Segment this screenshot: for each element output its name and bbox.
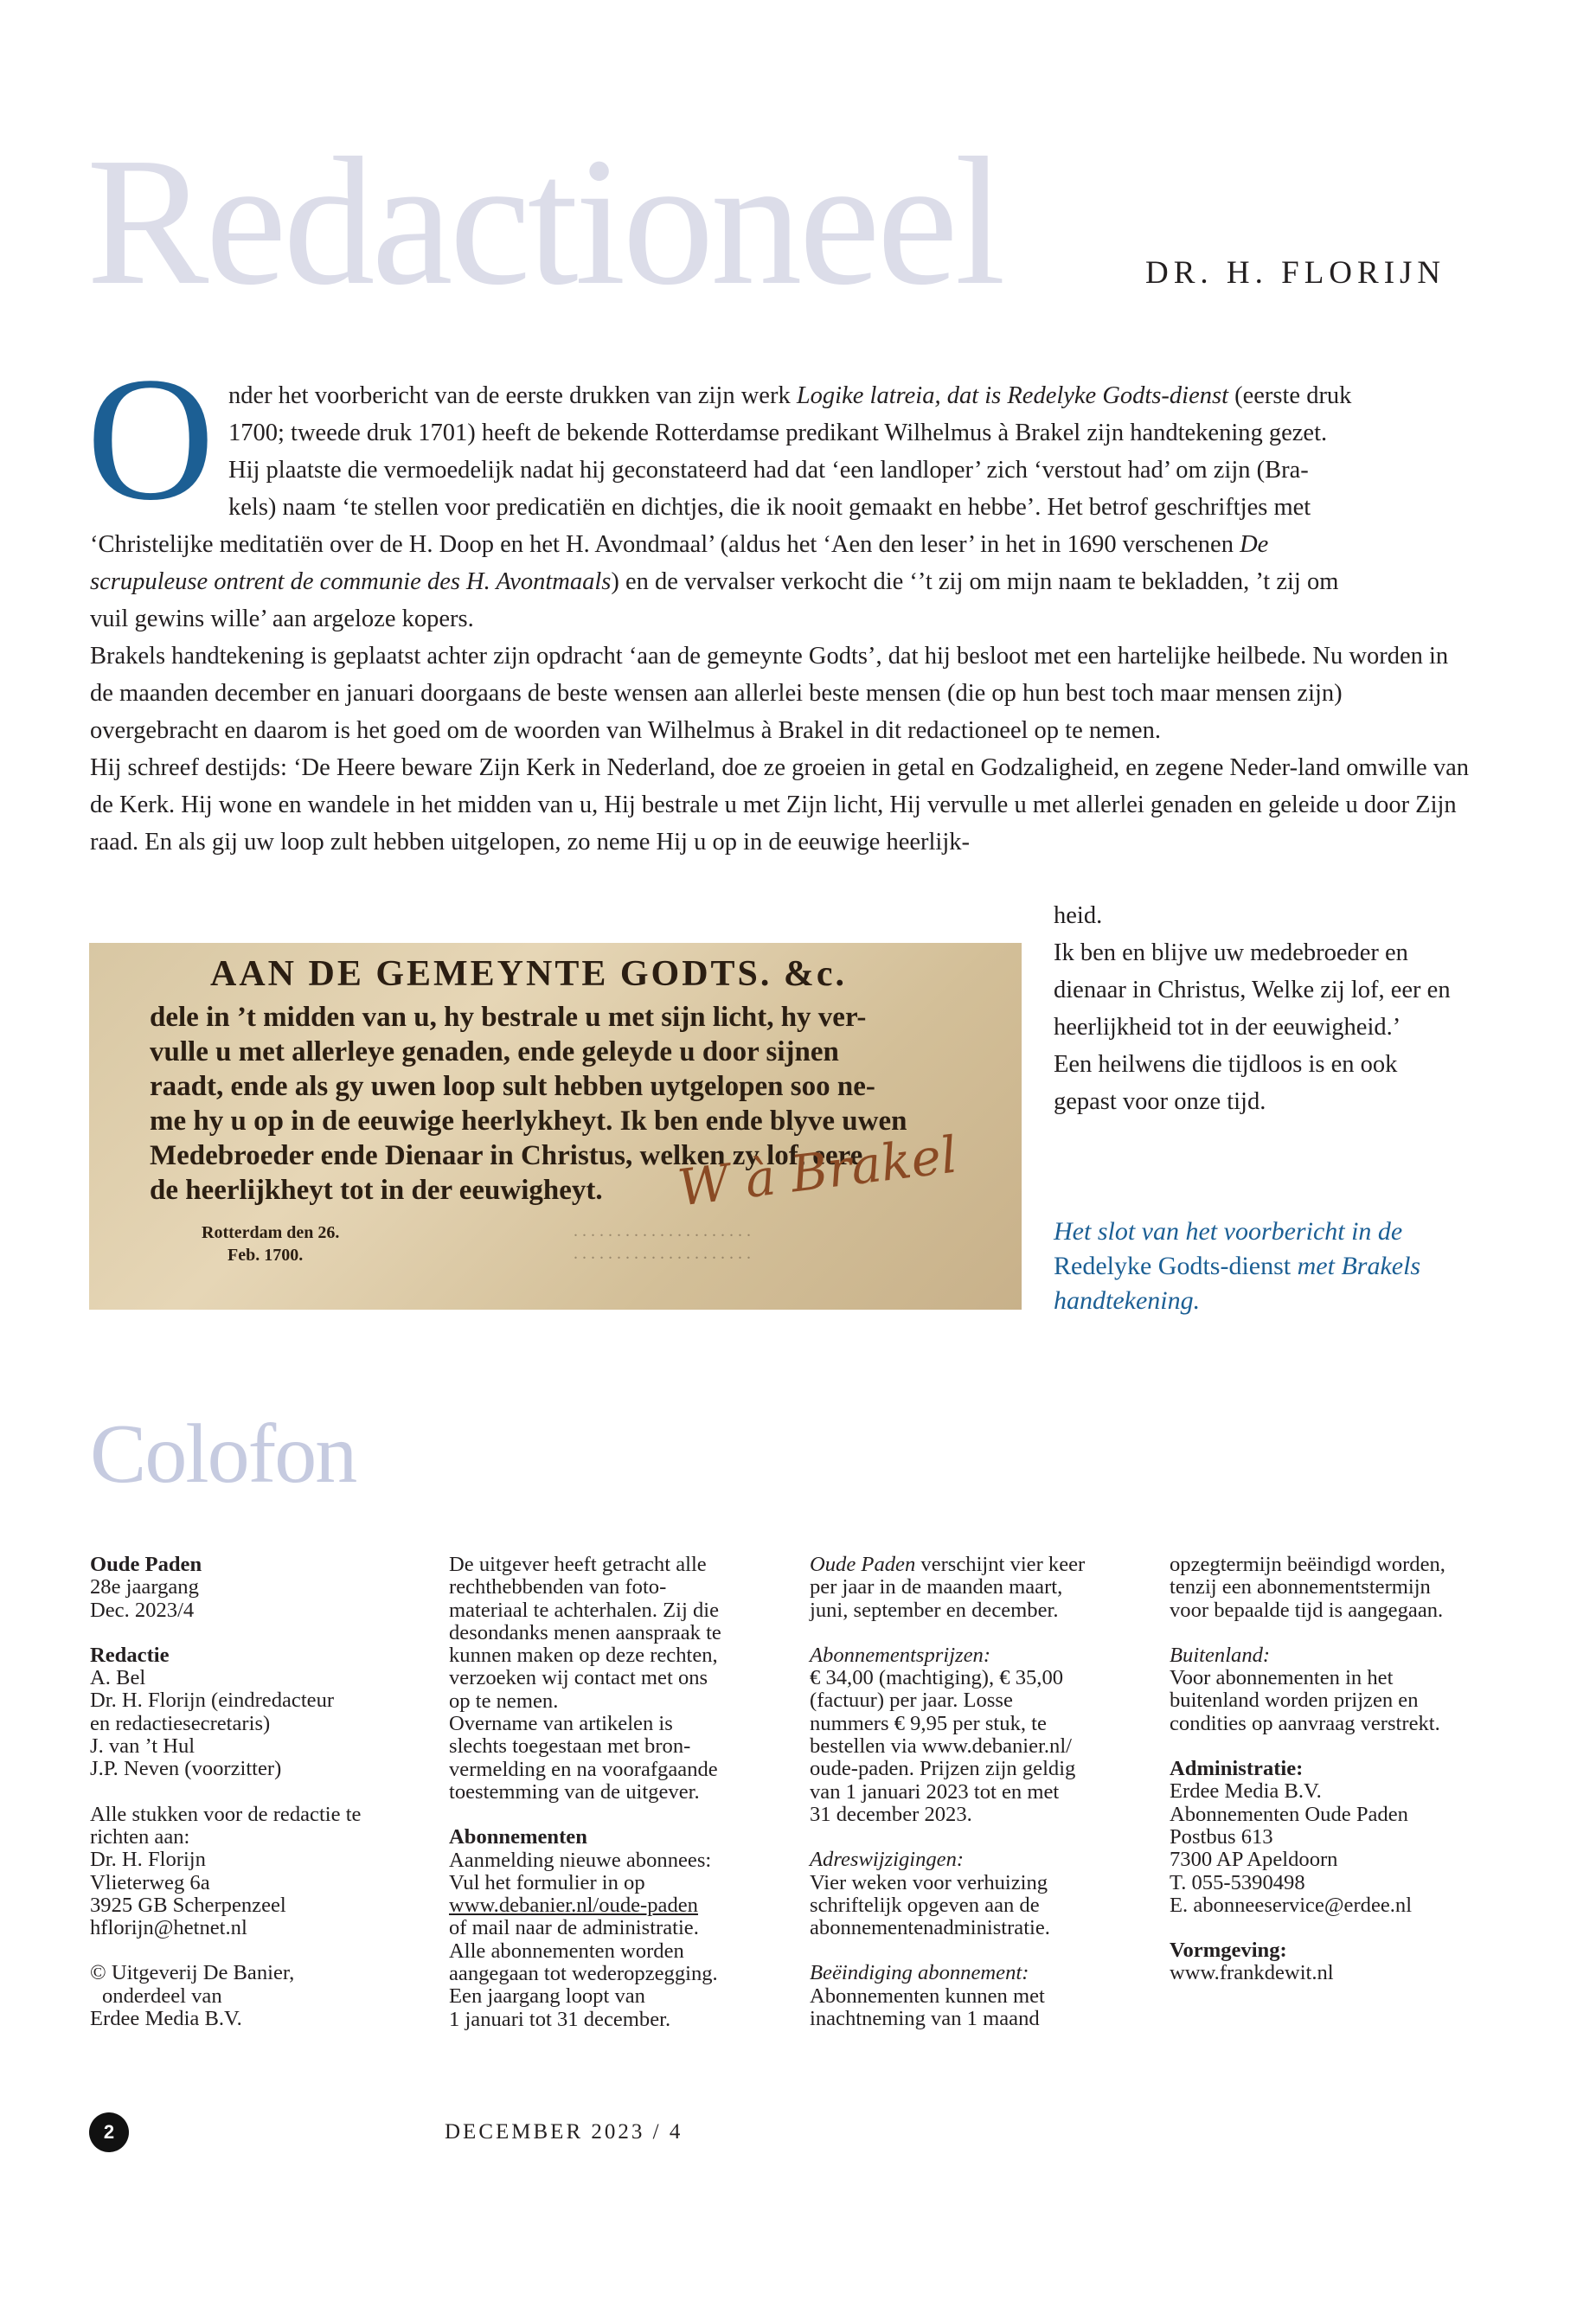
page-number: 2 xyxy=(103,2121,115,2143)
section-heading: Abonnementen xyxy=(449,1825,587,1849)
address-line: Vlieterweg 6a xyxy=(90,1870,210,1894)
text-line: voor bepaalde tijd is aangegaan. xyxy=(1170,1598,1444,1622)
designer-website: www.frankdewit.nl xyxy=(1170,1961,1334,1985)
article-ending xyxy=(1054,897,1460,1120)
text-line: buitenland worden prijzen en xyxy=(1170,1689,1419,1713)
article-body xyxy=(90,377,1476,861)
scan-heading: AAN DE GEMEYNTE GODTS. &c. xyxy=(210,954,848,994)
scan-line: dele in ’t midden van u, hy bestrale u met sijn licht, hy ver- xyxy=(150,1002,867,1033)
publication-name: Oude Paden xyxy=(810,1553,916,1576)
text-line: abonnementenadministratie. xyxy=(810,1916,1050,1940)
footer-issue: DECEMBER 2023 / 4 xyxy=(445,2120,683,2144)
text-line: schriftelijk opgeven aan de xyxy=(810,1893,1040,1917)
text-line: Alle stukken voor de redactie te xyxy=(90,1802,362,1826)
address-line: Dr. H. Florijn xyxy=(90,1848,206,1872)
subscription-link[interactable]: www.debanier.nl/oude-paden xyxy=(449,1894,698,1918)
text-line: slechts toegestaan met bron- xyxy=(449,1734,691,1759)
section-heading: Vormgeving: xyxy=(1170,1939,1287,1963)
address-line: Abonnementen Oude Paden xyxy=(1170,1802,1408,1826)
text-line: Abonnementen kunnen met xyxy=(810,1984,1045,2008)
text-line: inachtneming van 1 maand xyxy=(810,2007,1040,2031)
signature: W à Brakel xyxy=(675,1125,960,1218)
book-title: Logike latreia, dat is Redelyke Godts-dienst xyxy=(796,382,1228,409)
colofon-column-4 xyxy=(1170,1554,1516,1985)
email: hflorijn@hetnet.nl xyxy=(90,1916,247,1940)
paragraph-5: Een heilwens die tijdloos is en ook gepast voor onze tijd. xyxy=(1054,1051,1398,1115)
email: E. abonneeservice@erdee.nl xyxy=(1170,1893,1413,1917)
text-line: vuil gewins wille’ aan argeloze kopers. xyxy=(90,606,474,632)
editor: A. Bel xyxy=(90,1666,146,1690)
text-line: rechthebbenden van foto- xyxy=(449,1575,667,1599)
scan-place: Rotterdam den 26. xyxy=(202,1223,340,1242)
text-line: per jaar in de maanden maart, xyxy=(810,1575,1063,1599)
text-line: Een jaargang loopt van xyxy=(449,1984,645,2009)
scan-line: de heerlijkheyt tot in der eeuwigheyt. xyxy=(150,1175,603,1206)
publication-name: Oude Paden xyxy=(90,1553,202,1576)
paragraph-3: Hij schreef destijds: ‘De Heere beware Zijn Kerk in Nederland, doe ze groeien in getal en Godzaligheid, en zegene Neder-land omwille van de Kerk. Hij wone en wandele in het midden van u, Hij bestrale u met Zijn licht, Hij vervulle u met allerlei genaden en geleide u door Zijn raad. En als gij uw loop zult hebben uitgelopen, zo neme Hij u op in de eeuwige heerlijk- xyxy=(90,754,1469,856)
text-run: verschijnt vier keer xyxy=(915,1553,1086,1576)
text-run: ) en de vervalser verkocht die ‘’t zij om mijn naam te bekladden, ’t zij om xyxy=(611,568,1339,595)
text-line: opzegtermijn beëindigd worden, xyxy=(1170,1553,1445,1576)
text-line: Aanmelding nieuwe abonnees: xyxy=(449,1848,712,1872)
volume: 28e jaargang xyxy=(90,1575,199,1599)
text-line: toestemming van de uitgever. xyxy=(449,1779,700,1804)
text-line: van 1 januari 2023 tot en met xyxy=(810,1779,1060,1804)
text-line: Vier weken voor verhuizing xyxy=(810,1870,1048,1894)
text-line: 31 december 2023. xyxy=(810,1802,972,1826)
text-line: Overname van artikelen is xyxy=(449,1712,673,1736)
section-heading: Redactie xyxy=(90,1643,170,1667)
editor: J. van ’t Hul xyxy=(90,1734,195,1759)
caption-title: Redelyke Godts-dienst xyxy=(1054,1252,1292,1280)
author-name: DR. H. FLORIJN xyxy=(1145,255,1446,291)
address-line: 3925 GB Scherpenzeel xyxy=(90,1893,286,1917)
paragraph-3-end: heid. xyxy=(1054,902,1103,929)
text-line: € 34,00 (machtiging), € 35,00 xyxy=(810,1666,1064,1690)
text-line: 1700; tweede druk 1701) heeft de bekende Rotterdamse predikant Wilhelmus à Brakel zijn handtekening gezet. xyxy=(228,420,1328,446)
scan-line: me hy u op in de eeuwige heerlykheyt. Ik ben ende blyve uwen xyxy=(150,1106,907,1137)
caption-text: met Brakels handtekening. xyxy=(1054,1252,1421,1315)
copyright: onderdeel van xyxy=(102,1984,222,2008)
scan-date: Feb. 1700. xyxy=(228,1246,304,1265)
text-line: oude-paden. Prijzen zijn geldig xyxy=(810,1757,1076,1781)
text-line: Hij plaatste die vermoedelijk nadat hij geconstateerd had dat ‘een landloper’ zich ‘verstout had’ om zijn (Bra- xyxy=(228,457,1309,484)
address-line: Postbus 613 xyxy=(1170,1824,1273,1849)
colofon-column-1 xyxy=(90,1554,427,2030)
text-line: materiaal te achterhalen. Zij die xyxy=(449,1598,720,1622)
text-line: vermelding en na voorafgaande xyxy=(449,1757,718,1781)
drop-cap: O xyxy=(87,341,215,537)
address-line: Erdee Media B.V. xyxy=(1170,1779,1322,1804)
text-line: verzoeken wij contact met ons xyxy=(449,1666,708,1690)
scan-line: Medebroeder ende Dienaar in Christus, welken zy lof, eere xyxy=(150,1140,863,1171)
text-line: of mail naar de administratie. xyxy=(449,1916,699,1940)
address-line: 7300 AP Apeldoorn xyxy=(1170,1848,1338,1872)
text-line: condities op aanvraag verstrekt. xyxy=(1170,1711,1440,1735)
scan-place-date xyxy=(202,1221,339,1266)
text-line: 1 januari tot 31 december. xyxy=(449,2007,671,2031)
paragraph-2: Brakels handtekening is geplaatst achter zijn opdracht ‘aan de gemeynte Godts’, dat hij besloot met een hartelijke heilbede. Nu worden in de maanden december en januari doorgaans de beste wensen aan allerlei beste mensen (die op hun best toch maar mensen zijn) overgebracht en daarom is het goed om de woorden van Wilhelmus à Brakel in dit redactioneel op te nemen. xyxy=(90,643,1449,744)
text-line: richten aan: xyxy=(90,1824,190,1849)
page-title: Redactioneel xyxy=(87,119,1003,323)
colofon-title: Colofon xyxy=(90,1407,356,1501)
book-title: De xyxy=(1240,531,1269,558)
section-heading: Beëindiging abonnement: xyxy=(810,1961,1029,1985)
paragraph-intro xyxy=(90,377,1476,526)
copyright: Erdee Media B.V. xyxy=(90,2007,242,2031)
caption-text: Het slot van het voorbericht in de xyxy=(1054,1217,1403,1246)
copyright: © Uitgeverij De Banier, xyxy=(90,1961,295,1985)
section-heading: Administratie: xyxy=(1170,1757,1304,1781)
text-line: Voor abonnementen in het xyxy=(1170,1666,1394,1690)
text-run: (eerste druk xyxy=(1228,382,1352,409)
text-line: desondanks menen aanspraak te xyxy=(449,1620,721,1644)
section-heading: Abonnementsprijzen: xyxy=(810,1643,991,1667)
editor: J.P. Neven (voorzitter) xyxy=(90,1757,282,1781)
bleed-through-text: . . . . . . . . . . . . . . . . . . . . . . . . . . . . . . . . . . . . . . . . . . xyxy=(574,1221,751,1263)
editor: en redactiesecretaris) xyxy=(90,1711,271,1735)
text-line: kels) naam ‘te stellen voor predicatiën en dichtjes, die ik nooit gemaakt en hebbe’. Het betrof geschriftjes met xyxy=(228,494,1311,521)
paragraph-4: Ik ben en blijve uw medebroeder en dienaar in Christus, Welke zij lof, eer en heerlijkheid tot in der eeuwigheid.’ xyxy=(1054,939,1451,1041)
text-line: Vul het formulier in op xyxy=(449,1870,645,1894)
text-line: juni, september en december. xyxy=(810,1598,1059,1622)
text-line: De uitgever heeft getracht alle xyxy=(449,1553,707,1576)
colofon-column-3 xyxy=(810,1554,1156,2030)
text-line: nummers € 9,95 per stuk, te xyxy=(810,1711,1047,1735)
colofon-column-2 xyxy=(449,1554,795,2031)
editor: Dr. H. Florijn (eindredacteur xyxy=(90,1689,335,1713)
text-line: tenzij een abonnementstermijn xyxy=(1170,1575,1431,1599)
text-line: (factuur) per jaar. Losse xyxy=(810,1689,1013,1713)
scan-line: vulle u met allerleye genaden, ende geleyde u door sijnen xyxy=(150,1036,839,1067)
phone: T. 055-5390498 xyxy=(1170,1870,1305,1894)
text-line: op te nemen. xyxy=(449,1689,559,1713)
section-heading: Buitenland: xyxy=(1170,1643,1271,1667)
scanned-page-image xyxy=(89,943,1022,1310)
book-title: scrupuleuse ontrent de communie des H. Avontmaals xyxy=(90,568,612,595)
page-number-badge xyxy=(89,2112,129,2152)
text-run: nder het voorbericht van de eerste drukken van zijn werk xyxy=(228,382,797,409)
section-heading: Adreswijzigingen: xyxy=(810,1848,965,1872)
issue: Dec. 2023/4 xyxy=(90,1598,195,1622)
text-line: kunnen maken op deze rechten, xyxy=(449,1644,718,1668)
scan-line: raadt, ende als gy uwen loop sult hebben uytgelopen soo ne- xyxy=(150,1071,875,1102)
text-line: Alle abonnementen worden xyxy=(449,1939,684,1963)
text-line: aangegaan tot wederopzegging. xyxy=(449,1962,718,1986)
text-line: bestellen via www.debanier.nl/ xyxy=(810,1734,1073,1759)
text-run: ‘Christelijke meditatiën over de H. Doop en het H. Avondmaal’ (aldus het ‘Aen den leser’ in het in 1690 verschenen xyxy=(90,531,1240,558)
image-caption xyxy=(1054,1215,1469,1318)
